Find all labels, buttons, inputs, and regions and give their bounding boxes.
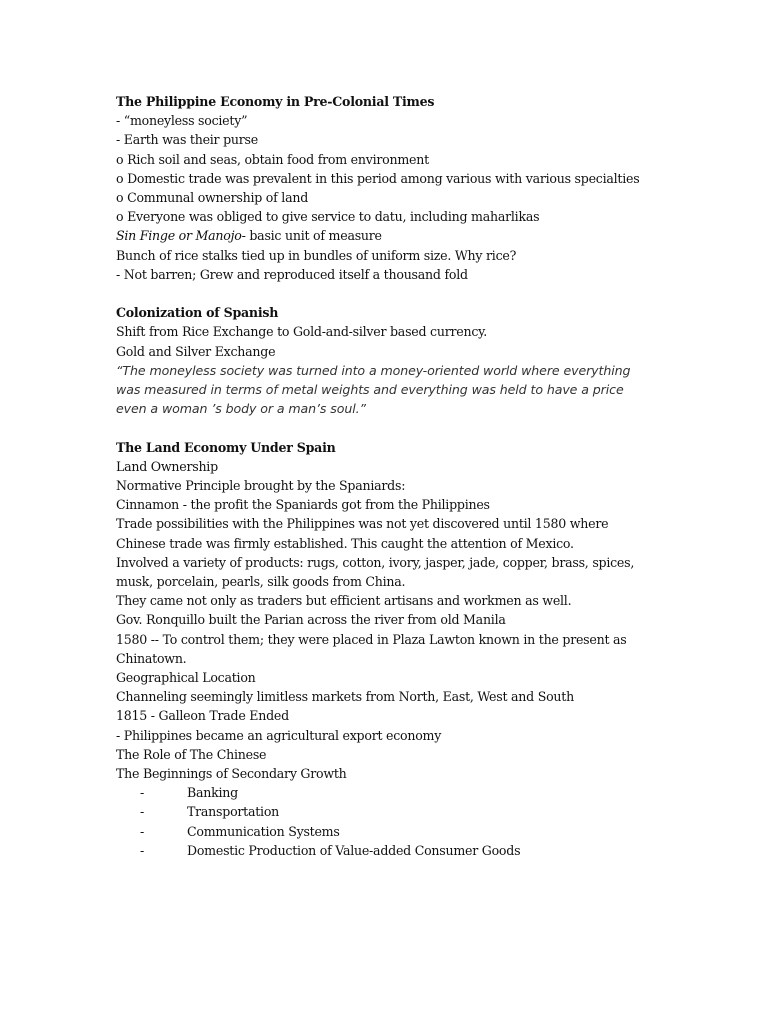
text-line: o Domestic trade was prevalent in this period among various with various specialties xyxy=(116,170,640,186)
list-dash: - xyxy=(140,823,145,839)
text-line: - “moneyless society” xyxy=(116,113,248,129)
text-line: Channeling seemingly limitless markets from North, East, West and South xyxy=(116,689,574,705)
list-item-text: Domestic Production of Value-added Consumer Goods xyxy=(187,842,521,858)
text-line: The Role of The Chinese xyxy=(116,746,267,762)
text-line-unit-of-measure xyxy=(116,226,656,245)
list-item-text: Transportation xyxy=(187,804,280,820)
text-line: musk, porcelain, pearls, silk goods from China. xyxy=(116,574,406,590)
text-line: Normative Principle brought by the Spaniards: xyxy=(116,478,406,494)
text-line: Land Ownership xyxy=(116,458,218,474)
text-line: o Communal ownership of land xyxy=(116,190,309,206)
text-line: Bunch of rice stalks tied up in bundles of uniform size. Why rice? xyxy=(116,247,517,263)
list-item xyxy=(116,841,656,860)
section-title-precolonial: The Philippine Economy in Pre-Colonial Times xyxy=(116,94,435,109)
text-line: 1580 -- To control them; they were placed in Plaza Lawton known in the present as xyxy=(116,631,627,647)
text-line: Cinnamon - the profit the Spaniards got from the Philippines xyxy=(116,497,490,513)
list-dash: - xyxy=(140,785,145,801)
text-line: Shift from Rice Exchange to Gold-and-silver based currency. xyxy=(116,324,488,340)
text-line: o Everyone was obliged to give service to datu, including maharlikas xyxy=(116,209,540,225)
text-line: - Earth was their purse xyxy=(116,132,258,148)
section-title-colonization: Colonization of Spanish xyxy=(116,305,279,321)
text-line: o Rich soil and seas, obtain food from environment xyxy=(116,151,429,167)
text-line: Gov. Ronquillo built the Parian across the river from old Manila xyxy=(116,612,506,628)
spacer xyxy=(116,418,656,437)
text-line: Involved a variety of products: rugs, cotton, ivory, jasper, jade, copper, brass, spices, xyxy=(116,554,635,570)
italic-term: Sin Finge or Manojo xyxy=(116,228,242,244)
text-line: 1815 - Galleon Trade Ended xyxy=(116,708,289,724)
text-line: Chinatown. xyxy=(116,650,187,666)
document-page xyxy=(116,92,656,860)
list-item-text: Communication Systems xyxy=(187,823,340,839)
section-title-land-economy: The Land Economy Under Spain xyxy=(116,439,336,455)
list-dash: - xyxy=(140,842,145,858)
text-line: - Not barren; Grew and reproduced itself a thousand fold xyxy=(116,266,468,282)
term-definition: - basic unit of measure xyxy=(241,228,382,244)
text-line: Gold and Silver Exchange xyxy=(116,343,276,359)
text-line: The Beginnings of Secondary Growth xyxy=(116,766,347,782)
text-line: - Philippines became an agricultural export economy xyxy=(116,727,442,743)
quote-block: “The moneyless society was turned into a money-oriented world where everything was measured in terms of metal weights and everything was held to have a price even a woman ’s body or a man’s soul.” xyxy=(116,362,631,417)
text-line: Geographical Location xyxy=(116,670,256,686)
list-item-text: Banking xyxy=(187,785,238,801)
text-line: Chinese trade was firmly established. This caught the attention of Mexico. xyxy=(116,535,574,551)
list-item xyxy=(116,822,656,841)
spacer xyxy=(116,284,656,303)
text-line: They came not only as traders but efficient artisans and workmen as well. xyxy=(116,593,572,609)
list-dash: - xyxy=(140,804,145,820)
list-item xyxy=(116,802,656,821)
text-line: Trade possibilities with the Philippines was not yet discovered until 1580 where xyxy=(116,516,609,532)
list-item xyxy=(116,783,656,802)
